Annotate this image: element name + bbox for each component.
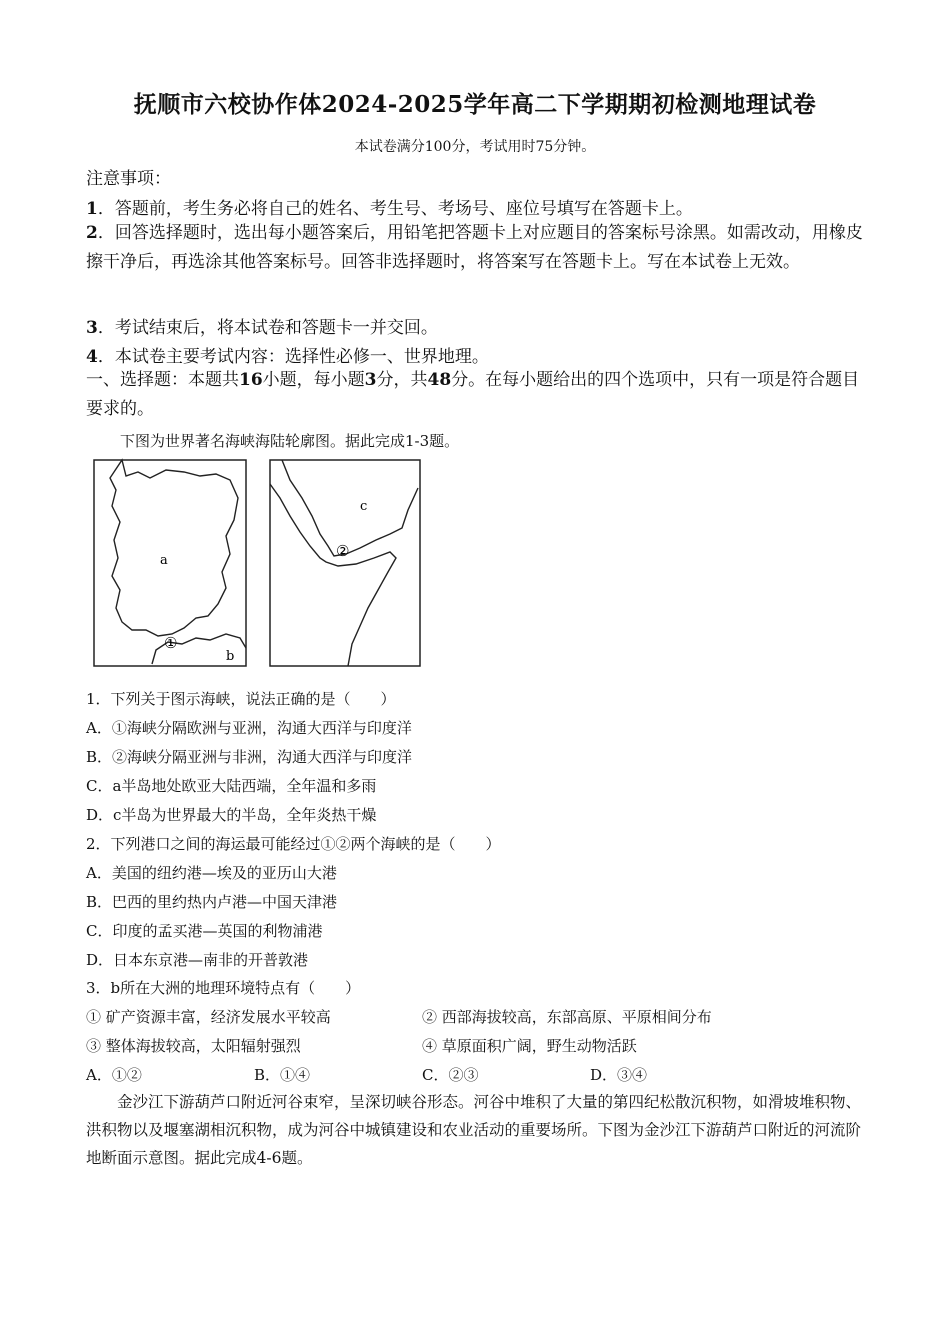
label-b: b xyxy=(226,649,235,664)
section-total: 48 xyxy=(427,370,452,390)
question-1-option-d[interactable]: D．c半岛为世界最大的半岛，全年炎热干燥 xyxy=(86,806,377,824)
question-3-option-b[interactable]: B．①④ xyxy=(254,1066,311,1084)
strait-map-gibraltar xyxy=(92,458,248,668)
label-strait-1: ① xyxy=(164,634,178,652)
question-3-option-c[interactable]: C．②③ xyxy=(422,1066,479,1084)
intro-4-6: 金沙江下游葫芦口附近河谷束窄，呈深切峡谷形态。河谷中堆积了大量的第四纪松散沉积物，如滑坡堆积物、洪积物以及堰塞湖相沉积物，成为河谷中城镇建设和农业活动的重要场所。下图为金沙江下游葫芦口附近的河流阶地断面示意图。据此完成4-6题。 xyxy=(86,1093,862,1167)
section-text: 一、选择题：本题共 xyxy=(86,370,239,390)
notice-item-4 xyxy=(86,342,876,367)
notice-number: 4 xyxy=(86,347,98,367)
question-3-statement-2: ② 西部海拔较高，东部高原、平原相间分布 xyxy=(422,1008,712,1026)
section-text: 分。在每小题给出的四个选项中，只有一项是符合题目要求的。 xyxy=(86,370,860,419)
section-heading xyxy=(86,366,876,424)
question-1-stem: 1．下列关于图示海峡，说法正确的是（ ） xyxy=(86,690,396,708)
question-2-option-b[interactable]: B．巴西的里约热内卢港—中国天津港 xyxy=(86,893,338,911)
arabia-coastline xyxy=(282,460,418,556)
notice-number: 2 xyxy=(86,223,98,243)
question-3-statement-1: ① 矿产资源丰富，经济发展水平较高 xyxy=(86,1008,331,1026)
page-title: 抚顺市六校协作体2024-2025学年高二下学期期初检测地理试卷 xyxy=(133,91,817,118)
question-3-option-a[interactable]: A．①② xyxy=(86,1066,142,1084)
notice-text: ．本试卷主要考试内容：选择性必修一、世界地理。 xyxy=(97,347,489,367)
section-count: 16 xyxy=(239,370,263,390)
question-1-option-b[interactable]: B．②海峡分隔亚洲与非洲，沟通大西洋与印度洋 xyxy=(86,748,413,766)
question-3-statement-3: ③ 整体海拔较高，太阳辐射强烈 xyxy=(86,1037,301,1055)
question-2-stem: 2．下列港口之间的海运最可能经过①②两个海峡的是（ ） xyxy=(86,835,501,853)
label-strait-2: ② xyxy=(336,542,350,560)
question-3-stem: 3．b所在大洲的地理环境特点有（ ） xyxy=(86,979,361,997)
notice-text: ．答题前，考生务必将自己的姓名、考生号、考场号、座位号填写在答题卡上。 xyxy=(97,199,693,219)
question-3-option-d[interactable]: D．③④ xyxy=(590,1066,648,1084)
africa-horn-coastline xyxy=(270,484,396,666)
question-2-option-a[interactable]: A．美国的纽约港—埃及的亚历山大港 xyxy=(86,864,337,882)
question-1-option-c[interactable]: C．a半岛地处欧亚大陆西端，全年温和多雨 xyxy=(86,777,377,795)
notice-item-2 xyxy=(86,219,876,277)
label-c: c xyxy=(360,499,368,514)
label-a: a xyxy=(160,553,168,568)
iberian-coastline xyxy=(110,460,238,636)
exam-info: 本试卷满分100分，考试用时75分钟。 xyxy=(354,139,596,155)
notice-item-3 xyxy=(86,313,876,338)
notice-number: 1 xyxy=(86,199,98,219)
question-1-option-a[interactable]: A．①海峡分隔欧洲与亚洲，沟通大西洋与印度洋 xyxy=(86,719,412,737)
notice-item-1 xyxy=(86,194,876,219)
question-2-option-c[interactable]: C．印度的孟买港—英国的利物浦港 xyxy=(86,922,323,940)
notice-text: ．考试结束后，将本试卷和答题卡一并交回。 xyxy=(97,318,438,338)
notice-number: 3 xyxy=(86,318,98,338)
question-3-statement-4: ④ 草原面积广阔，野生动物活跃 xyxy=(422,1037,637,1055)
notice-heading: 注意事项： xyxy=(86,169,171,189)
section-text: 分，共 xyxy=(376,370,428,390)
section-text: 小题，每小题 xyxy=(262,370,365,390)
intro-1-3: 下图为世界著名海峡海陆轮廓图。据此完成1-3题。 xyxy=(120,432,460,450)
section-points: 3 xyxy=(364,370,377,390)
strait-map-bab-el-mandeb xyxy=(268,458,422,668)
notice-text: ．回答选择题时，选出每小题答案后，用铅笔把答题卡上对应题目的答案标号涂黑。如需改动，用橡皮擦干净后，再选涂其他答案标号。回答非选择题时，将答案写在答题卡上。写在本试卷上无效。 xyxy=(86,223,863,272)
map-frame xyxy=(270,460,420,666)
question-2-option-d[interactable]: D．日本东京港—南非的开普敦港 xyxy=(86,951,309,969)
